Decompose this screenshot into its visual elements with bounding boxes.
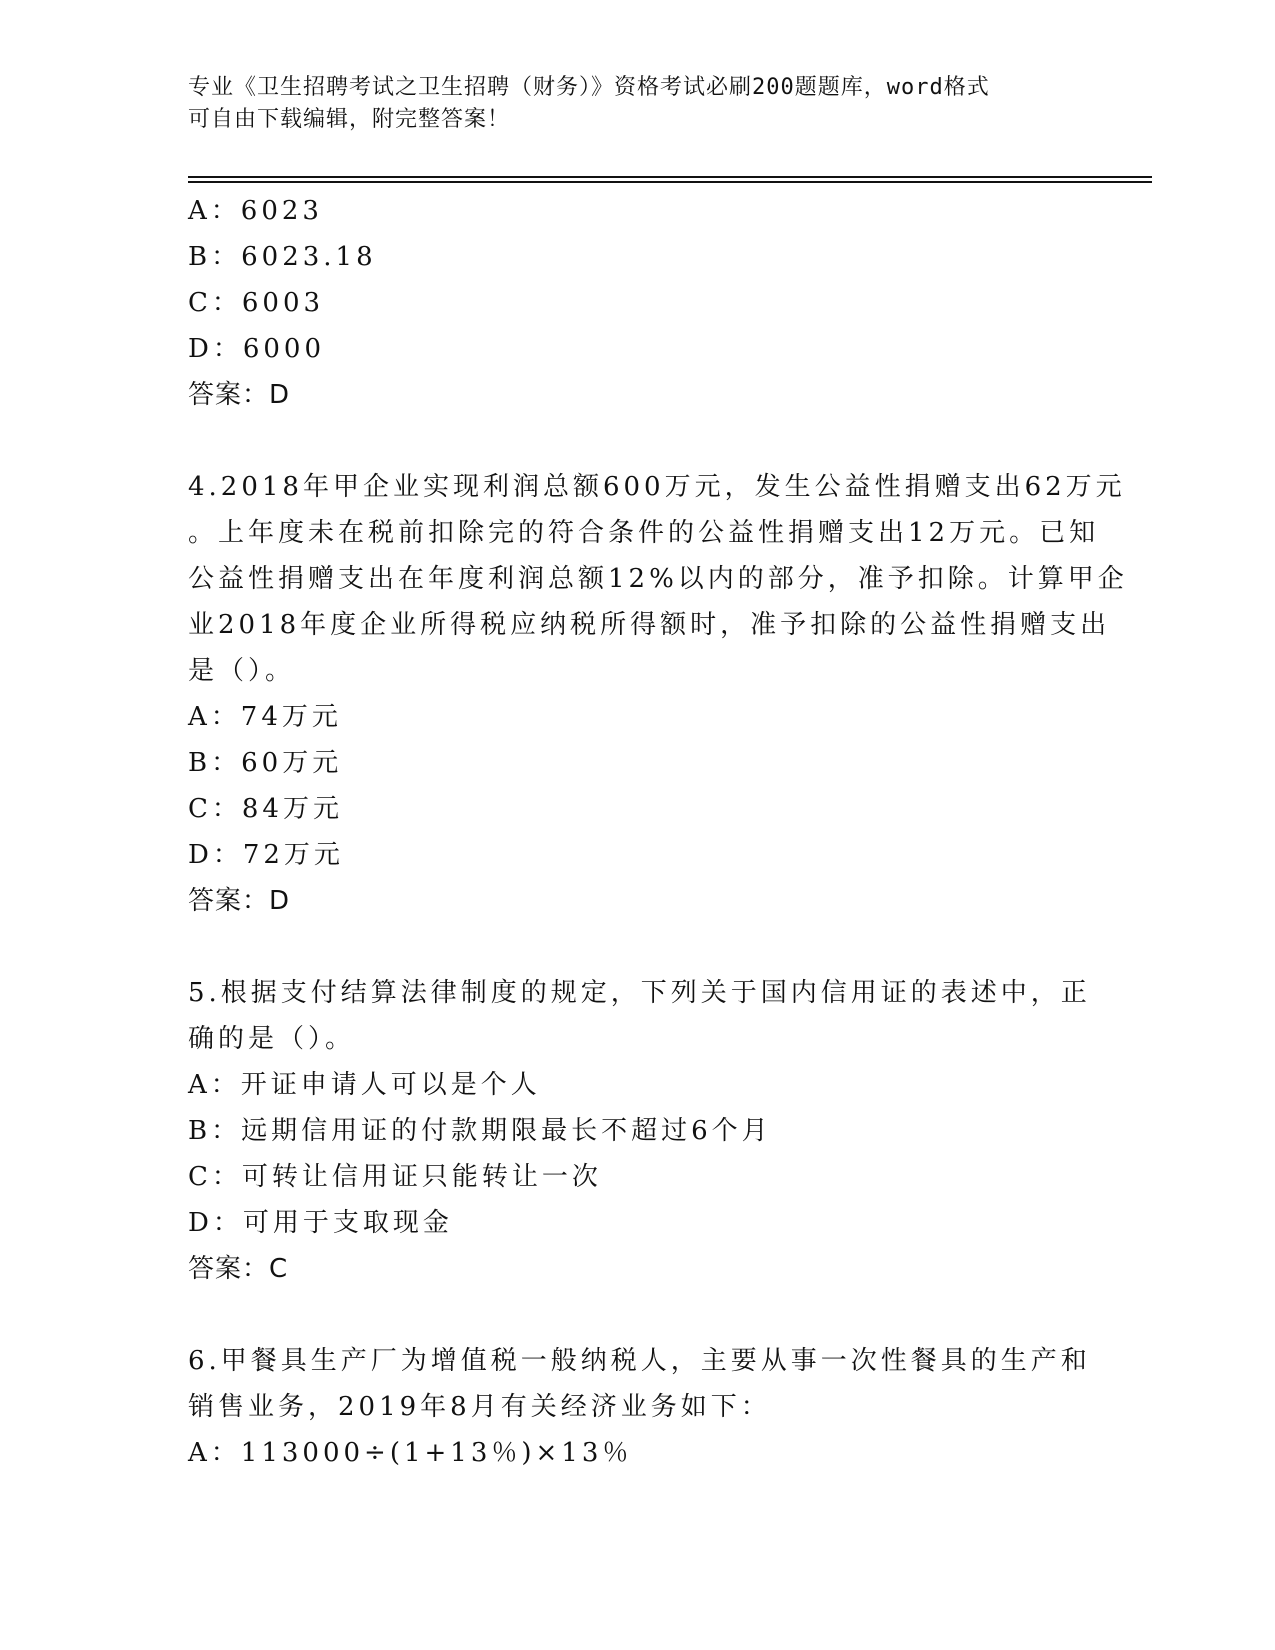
option-c: C：84万元 <box>188 794 343 824</box>
question-stem-line: 4.2018年甲企业实现利润总额600万元，发生公益性捐赠支出62万元 <box>188 472 1126 502</box>
option-a: A：74万元 <box>188 702 342 732</box>
answer-line: 答案：C <box>188 1254 289 1284</box>
question-stem-line: 6.甲餐具生产厂为增值税一般纳税人，主要从事一次性餐具的生产和 <box>188 1346 1091 1376</box>
answer-line: 答案：D <box>188 886 291 916</box>
question-stem-line: 是（）。 <box>188 656 296 686</box>
question-stem-line: 业2018年度企业所得税应纳税所得额时，准予扣除的公益性捐赠支出 <box>188 610 1111 640</box>
spacer <box>188 1292 1088 1338</box>
option-a: A：开证申请人可以是个人 <box>188 1070 541 1100</box>
question-3 <box>188 188 1088 418</box>
question-stem-line: 确的是（）。 <box>188 1024 356 1054</box>
option-b: B：远期信用证的付款期限最长不超过6个月 <box>188 1116 772 1146</box>
question-6 <box>188 1338 1091 1476</box>
question-4 <box>188 464 1128 924</box>
option-d: D：可用于支取现金 <box>188 1208 453 1238</box>
option-d: D：6000 <box>188 334 326 364</box>
spacer <box>188 418 1088 464</box>
header-line-1: 专业《卫生招聘考试之卫生招聘（财务）》资格考试必刷200题题库，word格式 <box>188 75 990 100</box>
document-body <box>188 188 1128 1476</box>
question-stem-line: 公益性捐赠支出在年度利润总额12%以内的部分，准予扣除。计算甲企 <box>188 564 1128 594</box>
option-a: A：6023 <box>188 196 323 226</box>
spacer <box>188 924 1088 970</box>
question-stem-line: 。上年度未在税前扣除完的符合条件的公益性捐赠支出12万元。已知 <box>188 518 1100 548</box>
option-a: A：113000÷(1+13％)×13％ <box>188 1438 633 1468</box>
option-b: B：6023.18 <box>188 242 377 272</box>
answer-line: 答案：D <box>188 380 291 410</box>
option-b: B：60万元 <box>188 748 343 778</box>
option-c: C：6003 <box>188 288 325 318</box>
option-d: D：72万元 <box>188 840 344 870</box>
header-rule-bottom <box>188 181 1152 183</box>
question-stem-line: 5.根据支付结算法律制度的规定，下列关于国内信用证的表述中，正 <box>188 978 1091 1008</box>
question-stem-line: 销售业务，2019年8月有关经济业务如下： <box>188 1392 771 1422</box>
header-line-2: 可自由下载编辑，附完整答案！ <box>188 107 511 132</box>
option-c: C：可转让信用证只能转让一次 <box>188 1162 602 1192</box>
question-5 <box>188 970 1091 1292</box>
document-header <box>188 72 1088 136</box>
header-rule-top <box>188 176 1152 178</box>
